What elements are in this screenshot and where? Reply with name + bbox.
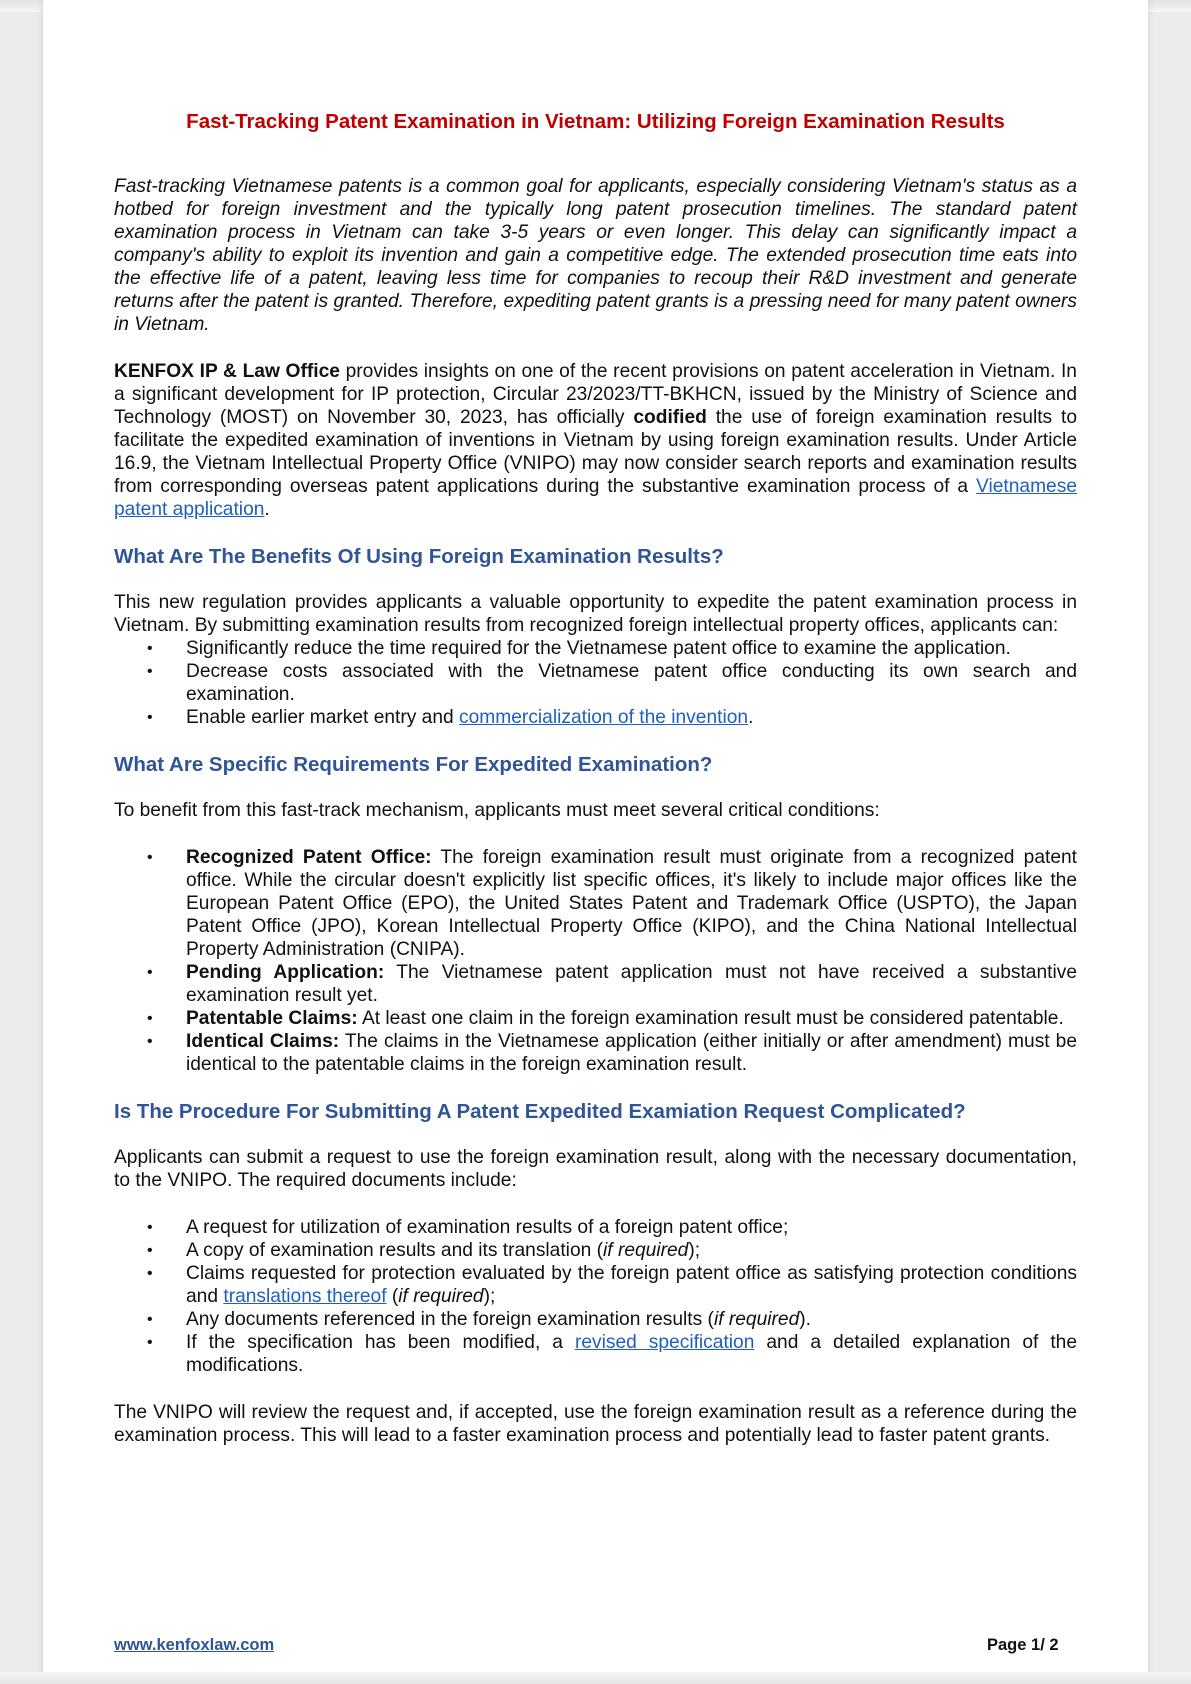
- bullet-icon: •: [147, 1334, 153, 1351]
- list-item-text: Enable earlier market entry and: [186, 707, 460, 728]
- list-item-text: Any documents referenced in the foreign examination results (: [186, 1309, 714, 1330]
- list-item-text: If the specification has been modified, a: [186, 1332, 575, 1353]
- viewer-bottom-edge: [0, 1672, 1191, 1684]
- requirements-list: [114, 846, 1077, 1076]
- translations-thereof-link[interactable]: translations thereof: [223, 1286, 387, 1307]
- procedure-paragraph: Applicants can submit a request to use the foreign examination result, along with the necessary documentation, to the VNIPO. The required documents include:: [114, 1147, 1077, 1191]
- list-item: [114, 846, 1077, 961]
- list-item-text: A request for utilization of examination results of a foreign patent office;: [186, 1217, 789, 1238]
- list-item: [114, 961, 1077, 1007]
- document-title: Fast-Tracking Patent Examination in Vietnam: Utilizing Foreign Examination Results: [186, 110, 1005, 133]
- requirement-text: At least one claim in the foreign examination result must be considered patentable.: [357, 1008, 1064, 1029]
- if-required-note: if required: [398, 1286, 484, 1307]
- bullet-icon: •: [147, 1242, 153, 1259]
- benefits-heading: What Are The Benefits Of Using Foreign Examination Results?: [114, 545, 724, 568]
- intro-paragraph: Fast-tracking Vietnamese patents is a common goal for applicants, especially considering Vietnam's status as a hotbed for foreign investment and the typically long patent prosecution timelines. The standard patent examination process in Vietnam can take 3-5 years or even longer. This delay can significantly impact a company's ability to exploit its invention and gain a competitive edge. The extended prosecution time eats into the effective life of a patent, leaving less time for companies to recoup their R&D investment and generate returns after the patent is granted. Therefore, expediting patent grants is a pressing need for many patent owners in Vietnam.: [114, 176, 1077, 335]
- bullet-icon: •: [147, 1265, 153, 1282]
- bullet-icon: •: [147, 1219, 153, 1236]
- procedure-heading: Is The Procedure For Submitting A Patent Expedited Examiation Request Complicated?: [114, 1100, 966, 1123]
- list-item-text-end: );: [483, 1286, 496, 1307]
- list-item-text: A copy of examination results and its translation (: [186, 1240, 604, 1261]
- requirements-paragraph: To benefit from this fast-track mechanism, applicants must meet several critical conditions:: [114, 800, 880, 821]
- bullet-icon: •: [147, 1033, 153, 1050]
- list-item-text: Significantly reduce the time required for the Vietnamese patent office to examine the application.: [186, 638, 1011, 659]
- requirement-text: The Vietnamese patent application must not have received a substantive examination result yet.: [186, 962, 1077, 1006]
- if-required-note: if required: [603, 1240, 689, 1261]
- documents-list: [114, 1216, 1077, 1377]
- list-item: [114, 1007, 1077, 1030]
- list-item: [114, 1262, 1077, 1308]
- commercialization-link[interactable]: commercialization of the invention: [459, 707, 749, 728]
- requirement-text: The foreign examination result must originate from a recognized patent office. While the circular doesn't explicitly list specific offices, it's likely to include major offices like the European Patent Office (EPO), the United States Patent and Trademark Office (USPTO), the Japan Patent Office (JPO), Korean Intellectual Property Office (KIPO), and the China National Intellectual Property Administration (CNIPA).: [186, 847, 1078, 960]
- list-item-text-end: );: [688, 1240, 701, 1261]
- kenfox-name: KENFOX IP & Law Office: [114, 361, 340, 382]
- list-item: [114, 1216, 1077, 1239]
- bullet-icon: •: [147, 640, 153, 657]
- list-item: [114, 706, 1077, 729]
- website-link[interactable]: www.kenfoxlaw.com: [114, 1636, 275, 1654]
- list-item-text-mid: (: [386, 1286, 399, 1307]
- requirement-text: The claims in the Vietnamese application (either initially or after amendment) must be identical to the patentable claims in the foreign examination result.: [186, 1031, 1077, 1075]
- bullet-icon: •: [147, 1010, 153, 1027]
- closing-paragraph: The VNIPO will review the request and, if accepted, use the foreign examination result as a reference during the examination process. This will lead to a faster examination process and potentially lead to faster patent grants.: [114, 1402, 1077, 1446]
- list-item-text: Decrease costs associated with the Vietnamese patent office conducting its own search and examination.: [186, 661, 1077, 705]
- para2-text3: .: [264, 499, 270, 520]
- para2-text2: the use of foreign examination results to facilitate the expedited examination of inventions in Vietnam by using foreign examination results. Under Article 16.9, the Vietnam Intellectual Property Office (VNIPO) may now consider search reports and examination results from corresponding overseas patent applications during the substantive examination process of a: [114, 407, 1077, 497]
- list-item: [114, 637, 1077, 660]
- bullet-icon: •: [147, 709, 153, 726]
- if-required-note: if required: [713, 1309, 800, 1330]
- requirements-heading: What Are Specific Requirements For Expedited Examination?: [114, 753, 713, 776]
- bullet-icon: •: [147, 663, 153, 680]
- list-item-text-end: ).: [799, 1309, 811, 1330]
- page-content: [114, 110, 1077, 1471]
- requirement-label: Recognized Patent Office:: [186, 847, 432, 868]
- list-item: [114, 1331, 1077, 1377]
- codified-word: codified: [633, 407, 707, 428]
- para2-text1: provides insights on one of the recent provisions on patent acceleration in Vietnam. In a significant development for IP protection, Circular 23/2023/TT-BKHCN, issued by the Ministry of Science and Technology (MOST) on November 30, 2023, has officially: [114, 361, 1077, 428]
- benefits-list: [114, 637, 1077, 729]
- requirement-label: Identical Claims:: [186, 1031, 340, 1052]
- list-item-text: Claims requested for protection evaluated by the foreign patent office as satisfying protection conditions and: [186, 1263, 1077, 1307]
- bullet-icon: •: [147, 1311, 153, 1328]
- document-page: [43, 0, 1148, 1684]
- requirement-label: Patentable Claims:: [186, 1008, 358, 1029]
- vietnamese-patent-application-link[interactable]: Vietnamese patent application: [114, 476, 1077, 520]
- bullet-icon: •: [147, 849, 153, 866]
- list-item: [114, 1308, 1077, 1331]
- list-item-text-end: and a detailed explanation of the modifications.: [186, 1332, 1078, 1376]
- list-item-text-end: .: [748, 707, 754, 728]
- bullet-icon: •: [147, 964, 153, 981]
- requirement-label: Pending Application:: [186, 962, 385, 983]
- list-item: [114, 1030, 1077, 1076]
- revised-specification-link[interactable]: revised specification: [574, 1332, 755, 1353]
- list-item: [114, 1239, 1077, 1262]
- benefits-paragraph: This new regulation provides applicants a valuable opportunity to expedite the patent examination process in Vietnam. By submitting examination results from recognized foreign intellectual property offices, applicants can:: [114, 592, 1077, 636]
- kenfox-paragraph: [114, 360, 1077, 521]
- list-item: [114, 660, 1077, 706]
- page-number: Page 1/ 2: [987, 1636, 1059, 1654]
